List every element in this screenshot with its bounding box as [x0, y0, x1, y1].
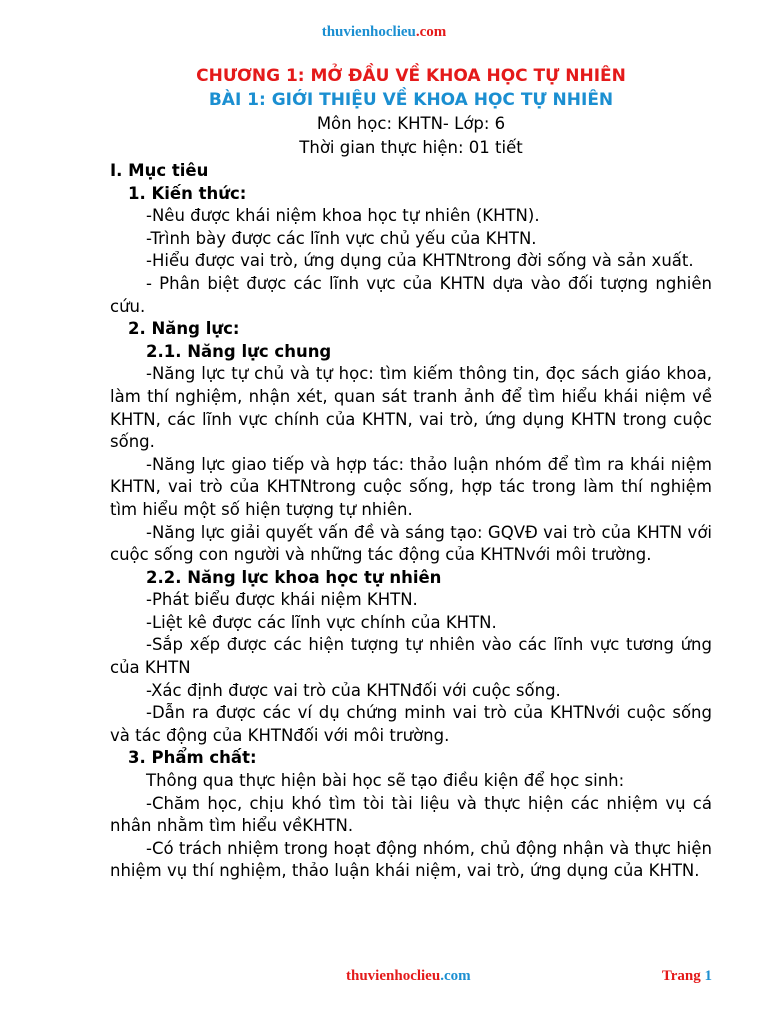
header-site-name: thuvienhoclieu — [321, 24, 416, 40]
duration-line: Thời gian thực hiện: 01 tiết — [299, 138, 523, 157]
knowledge-item: -Nêu được khái niệm khoa học tự nhiên (KHTN). — [146, 206, 540, 226]
subheading-natural-science-competency: 2.2. Năng lực khoa học tự nhiên — [146, 567, 442, 587]
science-competency-item: -Dẫn ra được các ví dụ chứng minh vai trò của KHTNvới cuộc sống và tác động của KHTNđối với môi trường. — [110, 703, 712, 745]
subheading-knowledge: 1. Kiến thức: — [128, 183, 247, 203]
science-competency-item: -Sắp xếp được các hiện tượng tự nhiên vào các lĩnh vực tương ứng của KHTN — [110, 635, 712, 678]
lesson-title: BÀI 1: GIỚI THIỆU VỀ KHOA HỌC TỰ NHIÊN — [208, 90, 614, 110]
qualities-item: -Có trách nhiệm trong hoạt động nhóm, chủ động nhận và thực hiện nhiệm vụ thí nghiệm, thảo luận khái niệm, vai trò, ứng dụng của KHTN. — [110, 838, 712, 881]
document-body — [110, 64, 712, 883]
page-number — [662, 968, 712, 985]
qualities-item: -Chăm học, chịu khó tìm tòi tài liệu và thực hiện các nhiệm vụ cá nhân nhằm tìm hiểu vềKHTN. — [110, 793, 712, 836]
footer-website — [346, 968, 471, 985]
knowledge-item: - Phân biệt được các lĩnh vực của KHTN dựa vào đối tượng nghiên cứu. — [110, 273, 712, 316]
page-number-value: 1 — [704, 968, 712, 984]
footer-site-name: thuvienhoclieu — [346, 968, 441, 984]
knowledge-item: -Trình bày được các lĩnh vực chủ yếu của KHTN. — [146, 228, 537, 248]
science-competency-item: -Phát biểu được khái niệm KHTN. — [146, 590, 418, 610]
science-competency-item: -Liệt kê được các lĩnh vực chính của KHTN. — [146, 612, 497, 632]
footer-site-tld: .com — [440, 968, 471, 984]
section-heading-objectives: I. Mục tiêu — [110, 161, 209, 180]
page-label: Trang — [661, 968, 701, 984]
science-competency-item: -Xác định được vai trò của KHTNđối với cuộc sống. — [146, 680, 561, 700]
qualities-intro: Thông qua thực hiện bài học sẽ tạo điều kiện để học sinh: — [146, 771, 625, 791]
chapter-title: CHƯƠNG 1: MỞ ĐẦU VỀ KHOA HỌC TỰ NHIÊN — [196, 66, 626, 86]
subheading-qualities: 3. Phẩm chất: — [128, 748, 257, 768]
subheading-competency: 2. Năng lực: — [128, 319, 240, 339]
knowledge-item: -Hiểu được vai trò, ứng dụng của KHTNtrong đời sống và sản xuất. — [146, 251, 694, 271]
subject-line: Môn học: KHTN- Lớp: 6 — [316, 114, 506, 133]
header-site-tld: .com — [415, 24, 447, 40]
subheading-general-competency: 2.1. Năng lực chung — [146, 341, 332, 361]
general-competency-item: -Năng lực giải quyết vấn đề và sáng tạo: GQVĐ vai trò của KHTN với cuộc sống con người và những tác động của KHTNvới môi trường. — [110, 522, 712, 565]
general-competency-item: -Năng lực giao tiếp và hợp tác: thảo luận nhóm để tìm ra khái niệm KHTN, vai trò của KHTNtrong cuộc sống, hợp tác trong làm thí nghiệm tìm hiểu một số hiện tượng tự nhiên. — [110, 454, 712, 519]
general-competency-item: -Năng lực tự chủ và tự học: tìm kiếm thông tin, đọc sách giáo khoa, làm thí nghiệm, nhận xét, quan sát tranh ảnh để tìm hiểu khái niệm về KHTN, các lĩnh vực chính của KHTN, vai trò, ứng dụng KHTN trong cuộc sống. — [110, 364, 712, 452]
header-website — [0, 24, 768, 41]
